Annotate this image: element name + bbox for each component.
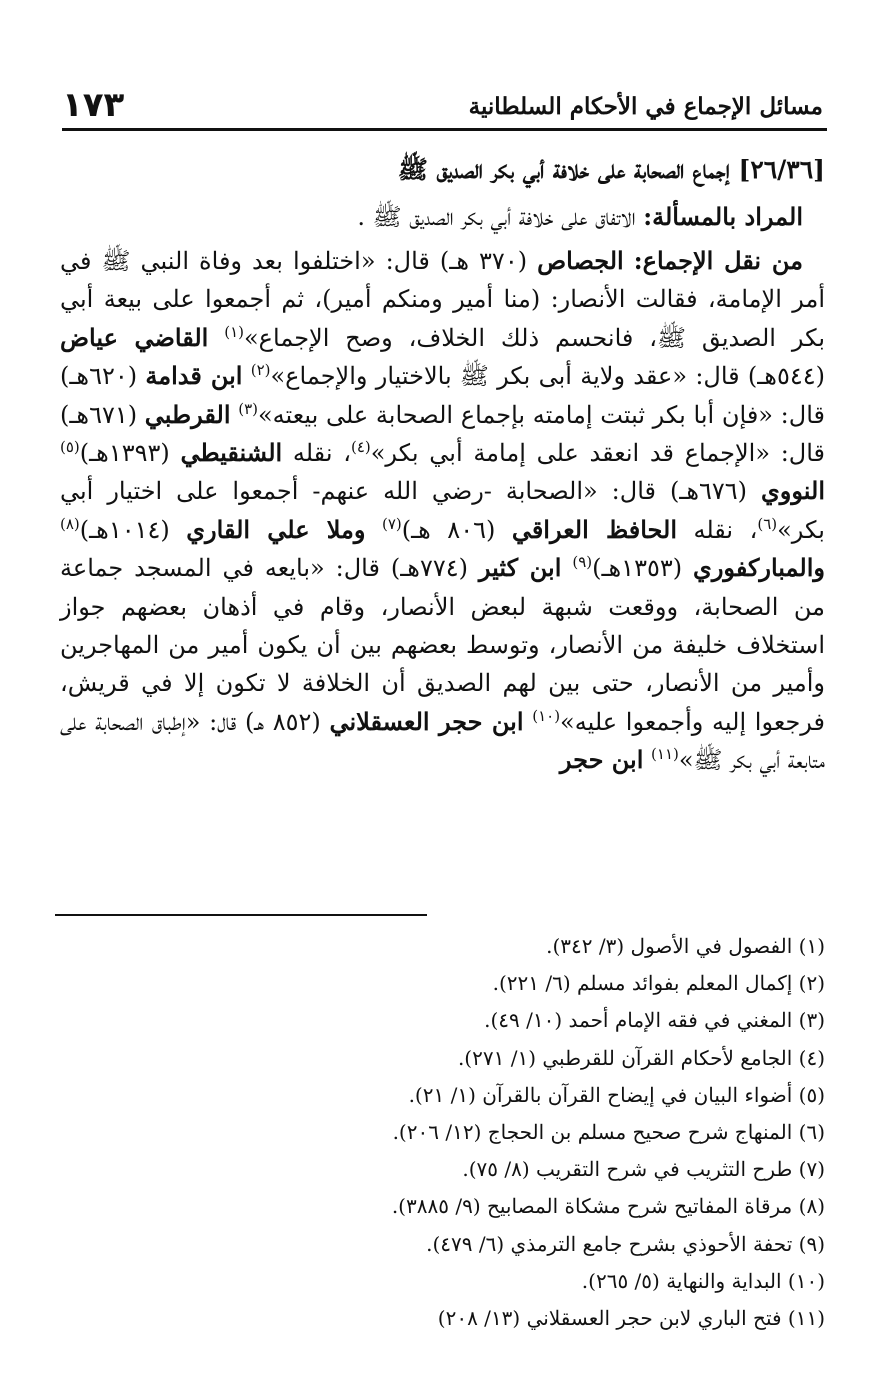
footnotes-list: [60, 928, 825, 1337]
scholar-name: القرطبي: [144, 399, 231, 429]
text-span: [643, 746, 651, 774]
quote-text: (٣٧٠ هـ) قال: «اختلفوا بعد وفاة النبي ﷺ في أمر الإمامة، فقالت الأنصار: (منا أمير ومنكم أمير)، ثم أجمعوا على بيعة أبي بكر الصديق ﷺ، فانحسم ذلك الخلاف، وصح الإجماع»: [60, 247, 826, 352]
text-span: [208, 324, 224, 352]
footnote-item: (٧) طرح التثريب في شرح التقريب (٨/ ٧٥).: [462, 1157, 825, 1182]
text-span: [524, 708, 533, 736]
footnote-ref[interactable]: (٨): [60, 514, 80, 533]
footnote-item: (٨) مرقاة المفاتيح شرح مشكاة المصابيح (٩/ ٣٨٨٥).: [391, 1194, 825, 1219]
text-span: [242, 362, 250, 390]
text-span: [561, 554, 572, 582]
text-span: [624, 247, 634, 275]
footnote-ref[interactable]: (٩): [572, 553, 593, 572]
footnote-item: (١٠) البداية والنهاية (٥/ ٢٦٥).: [581, 1268, 825, 1293]
scholar-name: ابن حجر: [559, 745, 644, 775]
footnote-item: (٩) تحفة الأحوذي بشرح جامع الترمذي (٦/ ٤٧٩).: [426, 1231, 825, 1256]
footnote-ref[interactable]: (١): [224, 322, 244, 341]
quote-text: (٦٧٦هـ) قال: «الصحابة -رضي الله عنهم- أجمعوا على اختيار أبي بكر»: [60, 477, 825, 544]
page-number: ١٧٣: [62, 85, 125, 125]
quote-text: (٥٤٤هـ) قال: «عقد ولاية أبى بكر ﷺ بالاختيار والإجماع»: [270, 362, 825, 391]
scholar-name: الجصاص: [537, 246, 624, 275]
definition-text: الاتفاق على خلافة أبي بكر الصديق ﷺ .: [357, 203, 644, 231]
date-text: (١٠١٤هـ): [79, 515, 187, 544]
footnote-item: (٣) المغني في فقه الإمام أحمد (١٠/ ٤٩).: [484, 1008, 825, 1033]
footnote-item: (٢) إكمال المعلم بفوائد مسلم (٦/ ٢٢١).: [492, 971, 825, 996]
footnote-rule: [55, 914, 427, 916]
quote-text: (٦٧١هـ) قال: «الإجماع قد انعقد على إمامة أبي بكر»: [60, 400, 826, 468]
consensus-label: من نقل الإجماع:: [633, 246, 803, 275]
footnote-ref[interactable]: (٣): [238, 399, 258, 418]
quote-text: (٦٢٠هـ) قال: «فإن أبا بكر ثبتت إمامته بإجماع الصحابة على بيعته»: [60, 362, 825, 429]
footnote-ref[interactable]: (٥): [60, 438, 80, 457]
quote-text: (٨٥٢ هـ) قال: «إطباق الصحابة على متابعة أبي بكر ﷺ»: [60, 707, 825, 775]
footnote-ref[interactable]: (٦): [757, 514, 778, 533]
section-title: [٢٦/٣٦] إجماع الصحابة على خلافة أبي بكر الصديق ﷺ: [397, 155, 825, 184]
scholar-name: والمباركفوري: [693, 553, 825, 583]
footnote-ref[interactable]: (٧): [381, 514, 402, 533]
date-text: (٨٠٦ هـ): [401, 515, 512, 544]
scholar-name: ابن قدامة: [145, 361, 243, 391]
scholar-name: الحافظ العراقي: [511, 514, 677, 544]
scholar-name: النووي: [761, 476, 825, 506]
scholar-name: الشنقيطي: [180, 438, 283, 468]
footnote-item: (٦) المنهاج شرح صحيح مسلم بن الحجاج (١٢/ ٢٠٦).: [392, 1120, 825, 1145]
footnote-item: (١) الفصول في الأصول (٣/ ٣٤٢).: [546, 934, 825, 958]
footnote-item: (١١) فتح الباري لابن حجر العسقلاني (١٣/ ٢٠٨): [437, 1306, 825, 1331]
footnote-item: (٤) الجامع لأحكام القرآن للقرطبي (١/ ٢٧١).: [457, 1045, 825, 1070]
text-span: ، نقله: [677, 515, 758, 544]
main-text: [60, 148, 825, 780]
scholar-name: القاضي عياض: [60, 322, 209, 352]
scholar-name: ابن حجر العسقلاني: [329, 706, 524, 736]
footnote-ref[interactable]: (٢): [250, 361, 271, 380]
date-text: (١٣٥٣هـ): [592, 554, 694, 583]
text-span: [366, 516, 382, 544]
scholar-name: وملا علي القاري: [186, 514, 366, 544]
definition-paragraph: [60, 196, 825, 238]
footnote-ref[interactable]: (١٠): [532, 706, 561, 725]
date-text: (١٣٩٣هـ): [79, 439, 181, 468]
consensus-paragraph: [60, 242, 825, 780]
quote-text: (٧٧٤هـ) قال: «بايعه في المسجد جماعة من الصحابة، ووقعت شبهة لبعض الأنصار، وقام في أذهان بعضهم جواز استخلاف خليفة من الأنصار، وتوسط بعضهم بين أن يكون أمير من المهاجرين وأمير من الأنصار، حتى بين لهم الصديق أن الخلافة لا تكون إلا في قريش، فرجعوا إليه وأجمعوا عليه»: [60, 554, 826, 736]
footnote-ref[interactable]: (١١): [651, 745, 679, 764]
footnote-ref[interactable]: (٤): [350, 438, 371, 457]
running-title: مسائل الإجماع في الأحكام السلطانية: [468, 93, 823, 120]
header-rule: [62, 128, 827, 131]
text-span: ، نقله: [282, 439, 351, 468]
page-header: [62, 78, 823, 125]
scholar-name: ابن كثير: [478, 553, 562, 583]
footnote-item: (٥) أضواء البيان في إيضاح القرآن بالقرآن (١/ ٢١).: [408, 1082, 825, 1107]
definition-label: المراد بالمسألة:: [643, 202, 803, 231]
